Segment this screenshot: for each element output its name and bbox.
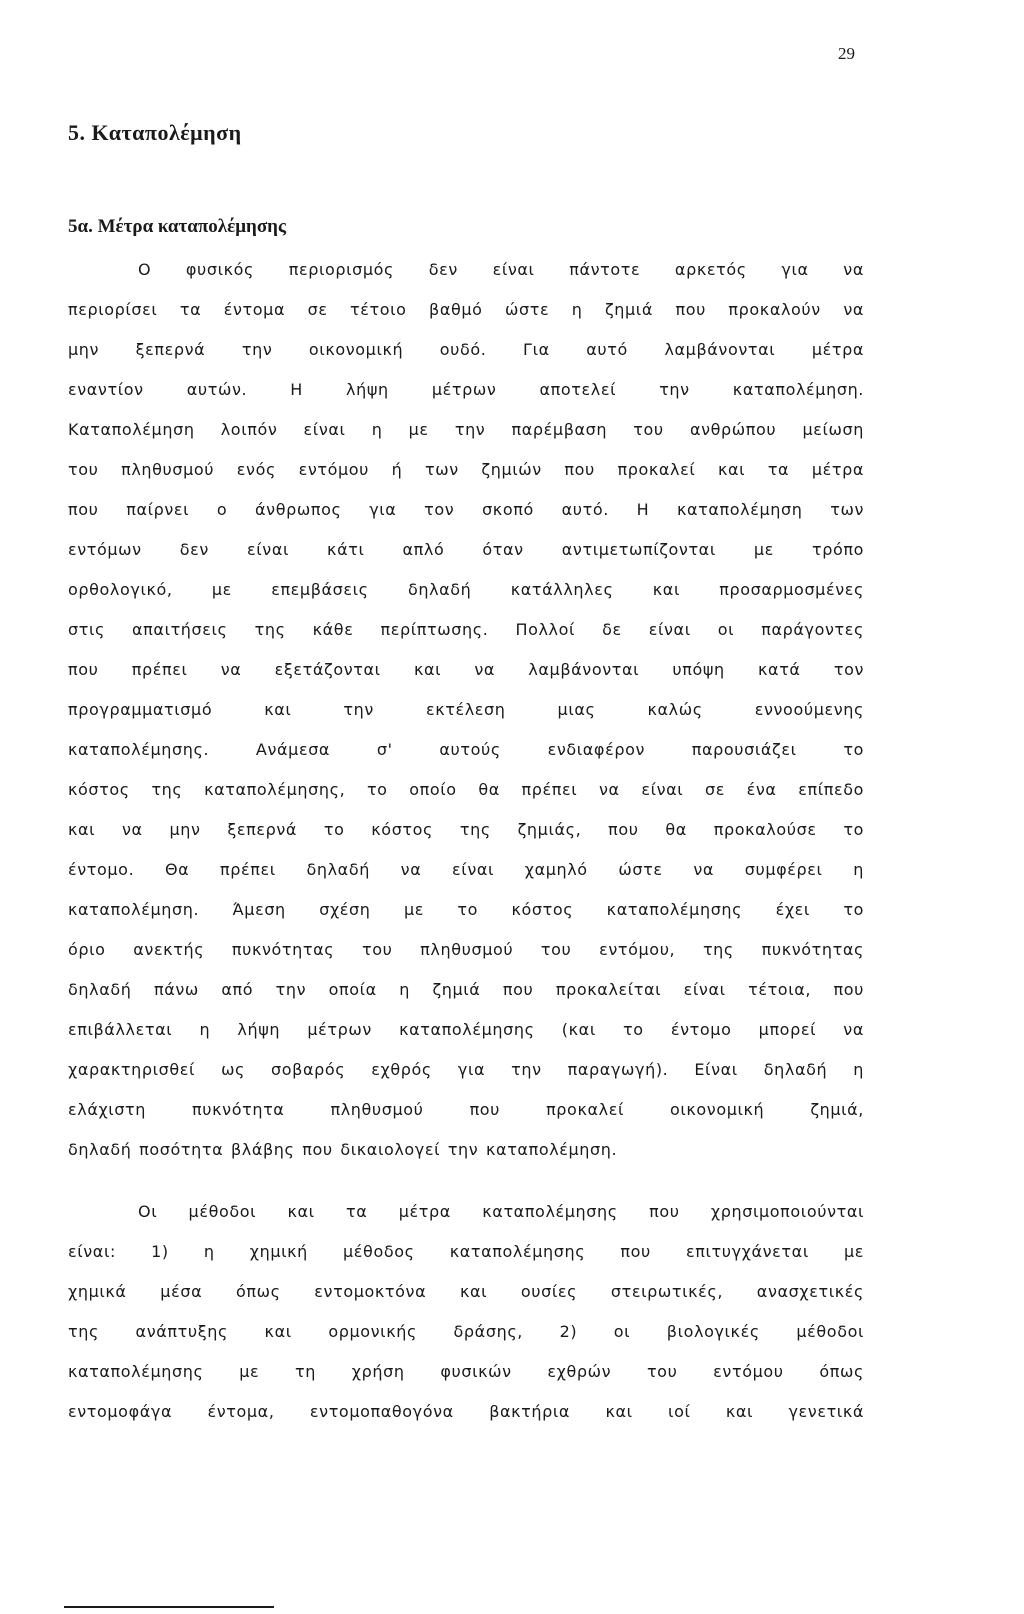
paragraph-line: καταπολέμησης με τη χρήση φυσικών εχθρών του εντόμου όπως xyxy=(68,1362,864,1381)
paragraph-2 xyxy=(68,1192,864,1432)
paragraph-line: και να μην ξεπερνά το κόστος της ζημιάς, που θα προκαλούσε το xyxy=(68,820,864,839)
paragraph-line: ελάχιστη πυκνότητα πληθυσμού που προκαλεί οικονομική ζημιά, xyxy=(68,1100,864,1119)
paragraph-line: Καταπολέμηση λοιπόν είναι η με την παρέμβαση του ανθρώπου μείωση xyxy=(68,420,864,439)
paragraph-line: κόστος της καταπολέμησης, το οποίο θα πρέπει να είναι σε ένα επίπεδο xyxy=(68,780,864,799)
paragraph-line: περιορίσει τα έντομα σε τέτοιο βαθμό ώστε η ζημιά που προκαλούν να xyxy=(68,300,864,319)
section-title: 5α. Μέτρα καταπολέμησης xyxy=(68,216,286,237)
paragraph-line: μην ξεπερνά την οικονομική ουδό. Για αυτό λαμβάνονται μέτρα xyxy=(68,340,864,359)
paragraph-line: έντομο. Θα πρέπει δηλαδή να είναι χαμηλό ώστε να συμφέρει η xyxy=(68,860,864,879)
paragraph-line: προγραμματισμό και την εκτέλεση μιας καλώς εννοούμενης xyxy=(68,700,864,719)
paragraph-line: Ο φυσικός περιορισμός δεν είναι πάντοτε αρκετός για να xyxy=(138,260,864,279)
paragraph-line: δηλαδή πάνω από την οποία η ζημιά που προκαλείται είναι τέτοια, που xyxy=(68,980,864,999)
paragraph-line: της ανάπτυξης και ορμονικής δράσης, 2) οι βιολογικές μέθοδοι xyxy=(68,1322,864,1341)
paragraph-line: καταπολέμηση. Άμεση σχέση με το κόστος καταπολέμησης έχει το xyxy=(68,900,864,919)
paragraph-line: όριο ανεκτής πυκνότητας του πληθυσμού του εντόμου, της πυκνότητας xyxy=(68,940,864,959)
chapter-title: 5. Καταπολέμηση xyxy=(68,120,242,145)
paragraph-line: εναντίον αυτών. Η λήψη μέτρων αποτελεί την καταπολέμηση. xyxy=(68,380,864,399)
paragraph-line: του πληθυσμού ενός εντόμου ή των ζημιών που προκαλεί και τα μέτρα xyxy=(68,460,864,479)
paragraph-line: Οι μέθοδοι και τα μέτρα καταπολέμησης που χρησιμοποιούνται xyxy=(138,1202,864,1221)
paragraph-line: ορθολογικό, με επεμβάσεις δηλαδή κατάλληλες και προσαρμοσμένες xyxy=(68,580,864,599)
paragraph-line: είναι: 1) η χημική μέθοδος καταπολέμησης που επιτυγχάνεται με xyxy=(68,1242,864,1261)
paragraph-line: χαρακτηρισθεί ως σοβαρός εχθρός για την παραγωγή). Είναι δηλαδή η xyxy=(68,1060,864,1079)
paragraph-line: καταπολέμησης. Ανάμεσα σ' αυτούς ενδιαφέρον παρουσιάζει το xyxy=(68,740,864,759)
paragraph-line: που παίρνει ο άνθρωπος για τον σκοπό αυτό. Η καταπολέμηση των xyxy=(68,500,864,519)
paragraph-line: χημικά μέσα όπως εντομοκτόνα και ουσίες στειρωτικές, ανασχετικές xyxy=(68,1282,864,1301)
footnote-divider xyxy=(64,1606,274,1608)
paragraph-line: στις απαιτήσεις της κάθε περίπτωσης. Πολλοί δε είναι οι παράγοντες xyxy=(68,620,864,639)
paragraph-line: επιβάλλεται η λήψη μέτρων καταπολέμησης (και το έντομο μπορεί να xyxy=(68,1020,864,1039)
paragraph-line: εντομοφάγα έντομα, εντομοπαθογόνα βακτήρια και ιοί και γενετικά xyxy=(68,1402,864,1421)
paragraph-line: δηλαδή ποσότητα βλάβης που δικαιολογεί την καταπολέμηση. xyxy=(68,1140,618,1159)
page-number: 29 xyxy=(838,44,855,63)
paragraph-line: που πρέπει να εξετάζονται και να λαμβάνονται υπόψη κατά τον xyxy=(68,660,864,679)
paragraph-1 xyxy=(68,250,864,1170)
paragraph-line: εντόμων δεν είναι κάτι απλό όταν αντιμετωπίζονται με τρόπο xyxy=(68,540,864,559)
